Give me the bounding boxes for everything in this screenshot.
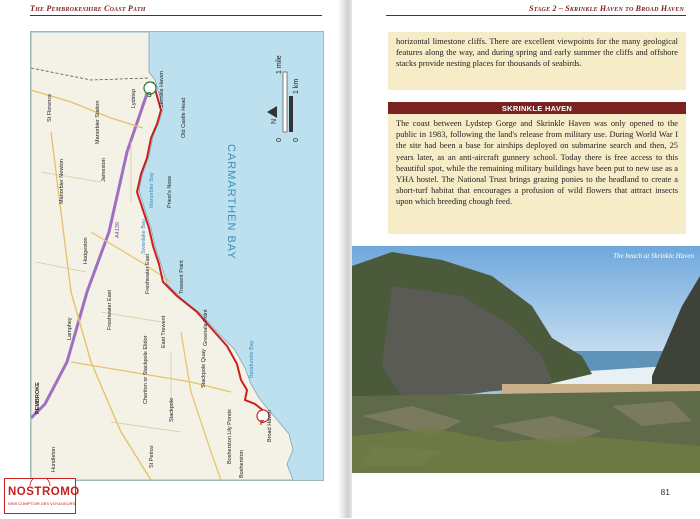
place-hundleton: Hundleton (51, 446, 57, 472)
map-graphic (31, 32, 323, 480)
place-greenala-point: Greenala Point (203, 309, 209, 346)
place-old-castle-head: Old Castle Head (181, 97, 187, 138)
scale-mile-label: 1 mile (276, 55, 283, 74)
place-stackpole-quay: Stackpole Quay (201, 349, 207, 388)
route-map (30, 31, 324, 481)
right-running-head: Stage 2 – Skrinkle Haven to Broad Haven (529, 4, 684, 13)
place-cheriton: Cheriton or Stackpole Elidor (143, 335, 149, 404)
scale-bar-mile (283, 72, 287, 132)
left-header-rule (30, 15, 322, 16)
place-broad-haven: Broad Haven (267, 409, 273, 442)
place-lamphey: Lamphey (67, 317, 73, 340)
continued-text: horizontal limestone cliffs. There are excellent viewpoints for the many geological features along the way, and during spring and early summer the cliffs and offshore stacks provide nesting places for thousands of seabirds. (396, 37, 678, 69)
place-swanlake-bay: Swanlake Bay (141, 219, 147, 254)
place-pembroke: PEMBROKE (35, 382, 41, 414)
scale-km-label: 1 km (293, 78, 300, 94)
place-bosherston-lily-ponds: Bosherston Lily Ponds (227, 409, 233, 464)
left-running-head: The Pembrokeshire Coast Path (30, 4, 146, 13)
page-number: 81 (660, 487, 670, 497)
nostromo-watermark (4, 478, 80, 514)
sea-label: CARMARTHEN BAY (225, 144, 237, 260)
place-skrinkle-haven: Skrinkle Haven (159, 71, 165, 108)
start-marker: S (147, 92, 152, 99)
place-barafundle-bay: Barafundle Bay (249, 340, 255, 378)
section-text: The coast between Lydstep Gorge and Skrinkle Haven was only opened to the public in 1983, following the land's release from military use. During World War I the site had been a base for airships deployed on submarine search and then, 25 years later, as an anti-aircraft gunnery school. Today there is free access to this beautiful spot, while the remaining military buildings have been put to new use as a YHA hostel. The National Trust brings grazing ponies to the headland to create a short-turf habitat that encourages a profusion of wild flowers that attract insects upon which breeding chough feed. (396, 119, 678, 207)
place-lydstep: Lydstep (131, 88, 137, 108)
place-trewent-point: Trewent Point (179, 260, 185, 294)
place-stackpole: Stackpole (169, 397, 175, 422)
left-page (0, 0, 342, 518)
north-arrow-shape (267, 106, 277, 118)
place-manorbier-newton: Manorbier Newton (59, 159, 65, 204)
right-page (352, 0, 700, 518)
place-st-florence: St Florence (47, 93, 53, 122)
finish-marker: F (260, 420, 265, 427)
place-bosherston: Bosherston (239, 450, 245, 478)
place-manorbier-bay: Manorbier Bay (149, 172, 155, 208)
right-header-rule (386, 15, 686, 16)
place-hodgeston: Hodgeston (83, 237, 89, 264)
photo-caption: The beach at Skrinkle Haven (613, 252, 694, 260)
place-freshwater-east-bay: Freshwater East (145, 253, 151, 294)
place-manorbier-station: Manorbier Station (95, 100, 101, 144)
beach-photo-graphic (352, 246, 700, 473)
watermark-tagline: WEB COMPTOIR DES VOYAGEURS (8, 501, 76, 506)
beach-photo (352, 246, 700, 473)
place-jameston: Jameston (101, 158, 107, 182)
scale-zero-km: 0 (293, 138, 300, 142)
section-heading: SKRINKLE HAVEN (388, 102, 686, 115)
place-st-petrox: St Petrox (149, 445, 155, 468)
place-east-trewent: East Trewent (161, 315, 167, 348)
place-freshwater-east: Freshwater East (107, 289, 113, 330)
scale-bar-km (289, 96, 293, 132)
section-box (388, 114, 686, 234)
continued-text-box (388, 32, 686, 90)
scale-zero-mile: 0 (276, 138, 283, 142)
north-label: N (271, 118, 278, 124)
place-priests-nose: Priest's Nose (167, 175, 173, 208)
road-label: A4139 (115, 222, 121, 238)
watermark-brand: NOSTROMO (8, 486, 80, 498)
